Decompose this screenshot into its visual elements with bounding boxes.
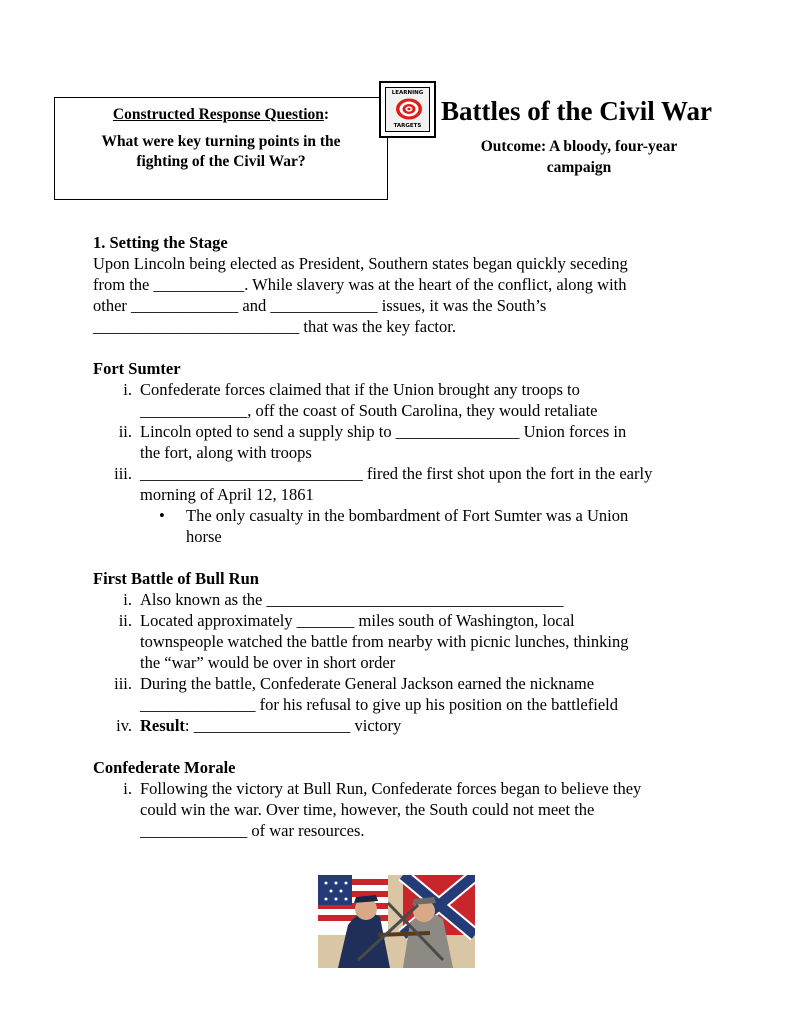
logo-text-bottom: TARGETS <box>393 123 422 129</box>
section-heading: First Battle of Bull Run <box>93 569 259 588</box>
section-heading: Confederate Morale <box>93 758 236 777</box>
list-item: i. Also known as the ____________________________________ <box>123 590 564 609</box>
page-title: Battles of the Civil War <box>441 96 712 126</box>
worksheet-content <box>93 232 733 841</box>
bullet-item: • The only casualty in the bombardment of Fort Sumter was a Union horse <box>159 506 629 546</box>
list-item: ii. Lincoln opted to send a supply ship to _______________ Union forces in the fort, along with troops <box>118 422 627 462</box>
setting-stage-paragraph: Upon Lincoln being elected as President, Southern states began quickly seceding from the ___________. While slavery was at the heart of the conflict, along with other _____________ and _____________ issues, it was the South’s _________________________ that was the key factor. <box>93 254 628 336</box>
target-icon <box>394 97 424 121</box>
list-item: iii. ___________________________ fired the first shot upon the fort in the early morning of April 12, 1861 <box>114 464 653 504</box>
bullet-icon: • <box>159 506 165 525</box>
crq-question: What were key turning points in the fighting of the Civil War? <box>101 133 341 170</box>
crq-title: Constructed Response Question: <box>112 106 330 123</box>
constructed-response-box <box>54 97 388 200</box>
list-item: i. Confederate forces claimed that if the Union brought any troops to _____________, off the coast of South Carolina, they would retaliate <box>123 380 598 420</box>
list-item: ii. Located approximately _______ miles south of Washington, local townspeople watched the battle from nearby with picnic lunches, thinking the “war” would be over in short order <box>118 611 629 672</box>
civil-war-soldiers-image <box>318 875 475 968</box>
list-item: iv. Result: ___________________ victory <box>116 716 402 735</box>
logo-text-top: LEARNING <box>391 90 424 96</box>
section-heading: 1. Setting the Stage <box>93 233 228 252</box>
list-item: iii. During the battle, Confederate General Jackson earned the nickname ______________ for his refusal to give up his position on the battlefield <box>114 674 618 714</box>
list-item: i. Following the victory at Bull Run, Confederate forces began to believe they could win the war. Over time, however, the South could not meet the _____________ of war resources. <box>123 779 642 840</box>
outcome-text: Outcome: A bloody, four-year campaign <box>480 138 678 176</box>
learning-targets-logo <box>379 81 436 138</box>
section-heading: Fort Sumter <box>93 359 181 378</box>
